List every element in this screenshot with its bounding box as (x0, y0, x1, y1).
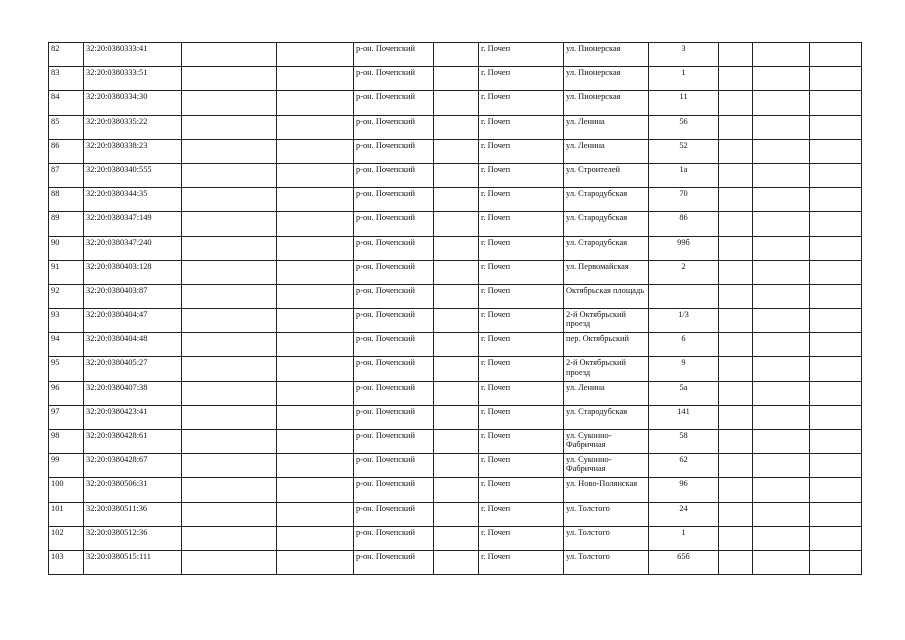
empty-cell (277, 430, 354, 454)
empty-cell (753, 163, 810, 187)
row-number: 92 (49, 284, 84, 308)
table-row (49, 43, 862, 67)
row-number: 87 (49, 163, 84, 187)
district-cell: р-он. Почепский (354, 430, 434, 454)
street-cell: ул. Пионерская (564, 67, 649, 91)
empty-cell (719, 550, 753, 574)
empty-cell (182, 139, 277, 163)
empty-cell (810, 502, 862, 526)
row-number: 85 (49, 115, 84, 139)
cadastral-number: 32:20:0380338:23 (84, 139, 182, 163)
table-row (49, 188, 862, 212)
empty-cell (434, 381, 479, 405)
empty-cell (182, 405, 277, 429)
street-cell: ул. Толстого (564, 502, 649, 526)
empty-cell (277, 212, 354, 236)
empty-cell (719, 381, 753, 405)
city-cell: г. Почеп (479, 260, 564, 284)
empty-cell (434, 188, 479, 212)
empty-cell (182, 67, 277, 91)
empty-cell (719, 357, 753, 381)
empty-cell (182, 236, 277, 260)
district-cell: р-он. Почепский (354, 188, 434, 212)
empty-cell (719, 333, 753, 357)
district-cell: р-он. Почепский (354, 212, 434, 236)
empty-cell (277, 43, 354, 67)
empty-cell (753, 357, 810, 381)
table-row (49, 478, 862, 502)
empty-cell (277, 502, 354, 526)
house-number-cell: 3 (649, 43, 719, 67)
street-cell: ул. Стародубская (564, 212, 649, 236)
empty-cell (434, 454, 479, 478)
cadastral-number: 32:20:0380512:36 (84, 526, 182, 550)
city-cell: г. Почеп (479, 502, 564, 526)
empty-cell (719, 188, 753, 212)
empty-cell (277, 309, 354, 333)
empty-cell (753, 115, 810, 139)
empty-cell (753, 550, 810, 574)
cadastral-number: 32:20:0380347:149 (84, 212, 182, 236)
empty-cell (277, 188, 354, 212)
empty-cell (182, 478, 277, 502)
street-cell: ул. Суконно-Фабричная (564, 430, 649, 454)
row-number: 102 (49, 526, 84, 550)
city-cell: г. Почеп (479, 284, 564, 308)
empty-cell (719, 502, 753, 526)
empty-cell (182, 309, 277, 333)
street-cell: ул. Пионерская (564, 43, 649, 67)
district-cell: р-он. Почепский (354, 526, 434, 550)
row-number: 94 (49, 333, 84, 357)
district-cell: р-он. Почепский (354, 284, 434, 308)
empty-cell (182, 91, 277, 115)
house-number-cell: 96 (649, 478, 719, 502)
property-registry-table (48, 42, 862, 575)
empty-cell (182, 357, 277, 381)
house-number-cell: 65б (649, 550, 719, 574)
empty-cell (277, 163, 354, 187)
empty-cell (810, 43, 862, 67)
house-number-cell: 6 (649, 333, 719, 357)
table-row (49, 381, 862, 405)
empty-cell (753, 502, 810, 526)
empty-cell (719, 430, 753, 454)
city-cell: г. Почеп (479, 236, 564, 260)
district-cell: р-он. Почепский (354, 260, 434, 284)
empty-cell (182, 526, 277, 550)
table-row (49, 163, 862, 187)
empty-cell (182, 212, 277, 236)
house-number-cell: 11 (649, 91, 719, 115)
city-cell: г. Почеп (479, 43, 564, 67)
cadastral-number: 32:20:0380423:41 (84, 405, 182, 429)
district-cell: р-он. Почепский (354, 139, 434, 163)
empty-cell (753, 478, 810, 502)
empty-cell (434, 333, 479, 357)
table-row (49, 550, 862, 574)
empty-cell (810, 430, 862, 454)
empty-cell (434, 260, 479, 284)
house-number-cell: 58 (649, 430, 719, 454)
empty-cell (753, 284, 810, 308)
district-cell: р-он. Почепский (354, 381, 434, 405)
street-cell: ул. Стародубская (564, 188, 649, 212)
empty-cell (277, 357, 354, 381)
row-number: 95 (49, 357, 84, 381)
house-number-cell: 62 (649, 454, 719, 478)
empty-cell (753, 236, 810, 260)
city-cell: г. Почеп (479, 309, 564, 333)
cadastral-number: 32:20:0380403:128 (84, 260, 182, 284)
empty-cell (434, 478, 479, 502)
table-row (49, 502, 862, 526)
city-cell: г. Почеп (479, 139, 564, 163)
house-number-cell: 86 (649, 212, 719, 236)
row-number: 88 (49, 188, 84, 212)
district-cell: р-он. Почепский (354, 163, 434, 187)
empty-cell (434, 115, 479, 139)
table-row (49, 139, 862, 163)
empty-cell (810, 526, 862, 550)
cadastral-number: 32:20:0380428:67 (84, 454, 182, 478)
row-number: 91 (49, 260, 84, 284)
house-number-cell: 5а (649, 381, 719, 405)
table-row (49, 212, 862, 236)
house-number-cell: 1а (649, 163, 719, 187)
empty-cell (434, 502, 479, 526)
cadastral-number: 32:20:0380403:87 (84, 284, 182, 308)
table-row (49, 67, 862, 91)
empty-cell (434, 212, 479, 236)
empty-cell (810, 405, 862, 429)
empty-cell (182, 115, 277, 139)
city-cell: г. Почеп (479, 188, 564, 212)
city-cell: г. Почеп (479, 163, 564, 187)
district-cell: р-он. Почепский (354, 502, 434, 526)
empty-cell (810, 333, 862, 357)
city-cell: г. Почеп (479, 333, 564, 357)
empty-cell (434, 550, 479, 574)
empty-cell (753, 454, 810, 478)
cadastral-number: 32:20:0380404:48 (84, 333, 182, 357)
empty-cell (753, 67, 810, 91)
district-cell: р-он. Почепский (354, 309, 434, 333)
district-cell: р-он. Почепский (354, 405, 434, 429)
empty-cell (810, 357, 862, 381)
empty-cell (277, 67, 354, 91)
empty-cell (277, 454, 354, 478)
house-number-cell: 141 (649, 405, 719, 429)
empty-cell (810, 91, 862, 115)
empty-cell (719, 67, 753, 91)
city-cell: г. Почеп (479, 381, 564, 405)
cadastral-number: 32:20:0380335:22 (84, 115, 182, 139)
empty-cell (810, 381, 862, 405)
empty-cell (753, 381, 810, 405)
table-row (49, 309, 862, 333)
table-row (49, 357, 862, 381)
row-number: 101 (49, 502, 84, 526)
house-number-cell: 2 (649, 260, 719, 284)
empty-cell (753, 333, 810, 357)
city-cell: г. Почеп (479, 67, 564, 91)
table-row (49, 430, 862, 454)
street-cell: 2-й Октябрьский проезд (564, 357, 649, 381)
empty-cell (810, 309, 862, 333)
district-cell: р-он. Почепский (354, 236, 434, 260)
empty-cell (277, 550, 354, 574)
table-row (49, 526, 862, 550)
empty-cell (434, 430, 479, 454)
empty-cell (810, 550, 862, 574)
cadastral-number: 32:20:0380428:61 (84, 430, 182, 454)
street-cell: ул. Строителей (564, 163, 649, 187)
cadastral-number: 32:20:0380334:30 (84, 91, 182, 115)
cadastral-number: 32:20:0380506:31 (84, 478, 182, 502)
house-number-cell: 24 (649, 502, 719, 526)
empty-cell (810, 454, 862, 478)
house-number-cell: 9 (649, 357, 719, 381)
row-number: 103 (49, 550, 84, 574)
row-number: 82 (49, 43, 84, 67)
empty-cell (434, 163, 479, 187)
table-row (49, 260, 862, 284)
empty-cell (277, 115, 354, 139)
house-number-cell: 99б (649, 236, 719, 260)
empty-cell (719, 139, 753, 163)
empty-cell (277, 139, 354, 163)
row-number: 98 (49, 430, 84, 454)
table-row (49, 284, 862, 308)
empty-cell (434, 526, 479, 550)
empty-cell (434, 357, 479, 381)
empty-cell (753, 212, 810, 236)
district-cell: р-он. Почепский (354, 91, 434, 115)
empty-cell (434, 284, 479, 308)
street-cell: ул. Первомайская (564, 260, 649, 284)
street-cell: ул. Пионерская (564, 91, 649, 115)
empty-cell (719, 163, 753, 187)
empty-cell (277, 284, 354, 308)
empty-cell (719, 284, 753, 308)
empty-cell (277, 405, 354, 429)
empty-cell (753, 188, 810, 212)
empty-cell (810, 188, 862, 212)
empty-cell (719, 43, 753, 67)
street-cell: ул. Ново-Полянская (564, 478, 649, 502)
empty-cell (182, 381, 277, 405)
row-number: 100 (49, 478, 84, 502)
table-row (49, 333, 862, 357)
street-cell: ул. Ленина (564, 381, 649, 405)
empty-cell (753, 260, 810, 284)
empty-cell (434, 236, 479, 260)
cadastral-number: 32:20:0380344:35 (84, 188, 182, 212)
cadastral-number: 32:20:0380333:51 (84, 67, 182, 91)
city-cell: г. Почеп (479, 430, 564, 454)
empty-cell (182, 260, 277, 284)
row-number: 93 (49, 309, 84, 333)
empty-cell (434, 405, 479, 429)
row-number: 99 (49, 454, 84, 478)
street-cell: ул. Ленина (564, 139, 649, 163)
empty-cell (182, 284, 277, 308)
empty-cell (753, 139, 810, 163)
empty-cell (719, 260, 753, 284)
cadastral-number: 32:20:0380511:36 (84, 502, 182, 526)
street-cell: пер. Октябрьский (564, 333, 649, 357)
house-number-cell: 1/3 (649, 309, 719, 333)
cadastral-number: 32:20:0380333:41 (84, 43, 182, 67)
district-cell: р-он. Почепский (354, 333, 434, 357)
district-cell: р-он. Почепский (354, 67, 434, 91)
empty-cell (719, 454, 753, 478)
cadastral-number: 32:20:0380515:111 (84, 550, 182, 574)
empty-cell (719, 91, 753, 115)
empty-cell (719, 115, 753, 139)
empty-cell (719, 309, 753, 333)
district-cell: р-он. Почепский (354, 43, 434, 67)
row-number: 97 (49, 405, 84, 429)
empty-cell (719, 478, 753, 502)
empty-cell (434, 139, 479, 163)
house-number-cell: 56 (649, 115, 719, 139)
table-row (49, 236, 862, 260)
empty-cell (277, 260, 354, 284)
city-cell: г. Почеп (479, 478, 564, 502)
house-number-cell: 70 (649, 188, 719, 212)
district-cell: р-он. Почепский (354, 550, 434, 574)
empty-cell (182, 502, 277, 526)
district-cell: р-он. Почепский (354, 115, 434, 139)
empty-cell (277, 526, 354, 550)
table-row (49, 115, 862, 139)
district-cell: р-он. Почепский (354, 357, 434, 381)
district-cell: р-он. Почепский (354, 454, 434, 478)
row-number: 86 (49, 139, 84, 163)
empty-cell (753, 309, 810, 333)
empty-cell (810, 284, 862, 308)
cadastral-number: 32:20:0380404:47 (84, 309, 182, 333)
empty-cell (719, 405, 753, 429)
empty-cell (810, 478, 862, 502)
street-cell: ул. Стародубская (564, 236, 649, 260)
empty-cell (277, 381, 354, 405)
cadastral-number: 32:20:0380407:38 (84, 381, 182, 405)
empty-cell (434, 309, 479, 333)
empty-cell (182, 163, 277, 187)
row-number: 84 (49, 91, 84, 115)
empty-cell (182, 43, 277, 67)
cadastral-number: 32:20:0380347:240 (84, 236, 182, 260)
table-row (49, 91, 862, 115)
city-cell: г. Почеп (479, 550, 564, 574)
empty-cell (434, 91, 479, 115)
empty-cell (434, 43, 479, 67)
street-cell: Октябрьская площадь (564, 284, 649, 308)
empty-cell (719, 526, 753, 550)
empty-cell (753, 405, 810, 429)
street-cell: ул. Ленина (564, 115, 649, 139)
city-cell: г. Почеп (479, 357, 564, 381)
city-cell: г. Почеп (479, 454, 564, 478)
empty-cell (182, 430, 277, 454)
street-cell: ул. Толстого (564, 550, 649, 574)
city-cell: г. Почеп (479, 115, 564, 139)
empty-cell (182, 188, 277, 212)
street-cell: ул. Стародубская (564, 405, 649, 429)
registry-body (49, 43, 862, 575)
empty-cell (810, 260, 862, 284)
city-cell: г. Почеп (479, 91, 564, 115)
empty-cell (277, 236, 354, 260)
cadastral-number: 32:20:0380405:27 (84, 357, 182, 381)
empty-cell (277, 333, 354, 357)
empty-cell (434, 67, 479, 91)
empty-cell (753, 526, 810, 550)
empty-cell (753, 430, 810, 454)
row-number: 83 (49, 67, 84, 91)
street-cell: ул. Толстого (564, 526, 649, 550)
city-cell: г. Почеп (479, 526, 564, 550)
street-cell: ул. Суконно-Фабричная (564, 454, 649, 478)
empty-cell (810, 115, 862, 139)
row-number: 89 (49, 212, 84, 236)
house-number-cell: 1 (649, 526, 719, 550)
house-number-cell: 1 (649, 67, 719, 91)
row-number: 96 (49, 381, 84, 405)
empty-cell (810, 212, 862, 236)
empty-cell (810, 139, 862, 163)
empty-cell (182, 550, 277, 574)
city-cell: г. Почеп (479, 212, 564, 236)
city-cell: г. Почеп (479, 405, 564, 429)
empty-cell (810, 67, 862, 91)
empty-cell (182, 454, 277, 478)
empty-cell (719, 212, 753, 236)
empty-cell (182, 333, 277, 357)
house-number-cell: 52 (649, 139, 719, 163)
empty-cell (719, 236, 753, 260)
empty-cell (810, 163, 862, 187)
empty-cell (753, 91, 810, 115)
cadastral-number: 32:20:0380340:555 (84, 163, 182, 187)
street-cell: 2-й Октябрьский проезд (564, 309, 649, 333)
empty-cell (277, 91, 354, 115)
row-number: 90 (49, 236, 84, 260)
district-cell: р-он. Почепский (354, 478, 434, 502)
house-number-cell (649, 284, 719, 308)
empty-cell (753, 43, 810, 67)
empty-cell (810, 236, 862, 260)
table-row (49, 405, 862, 429)
empty-cell (277, 478, 354, 502)
table-row (49, 454, 862, 478)
